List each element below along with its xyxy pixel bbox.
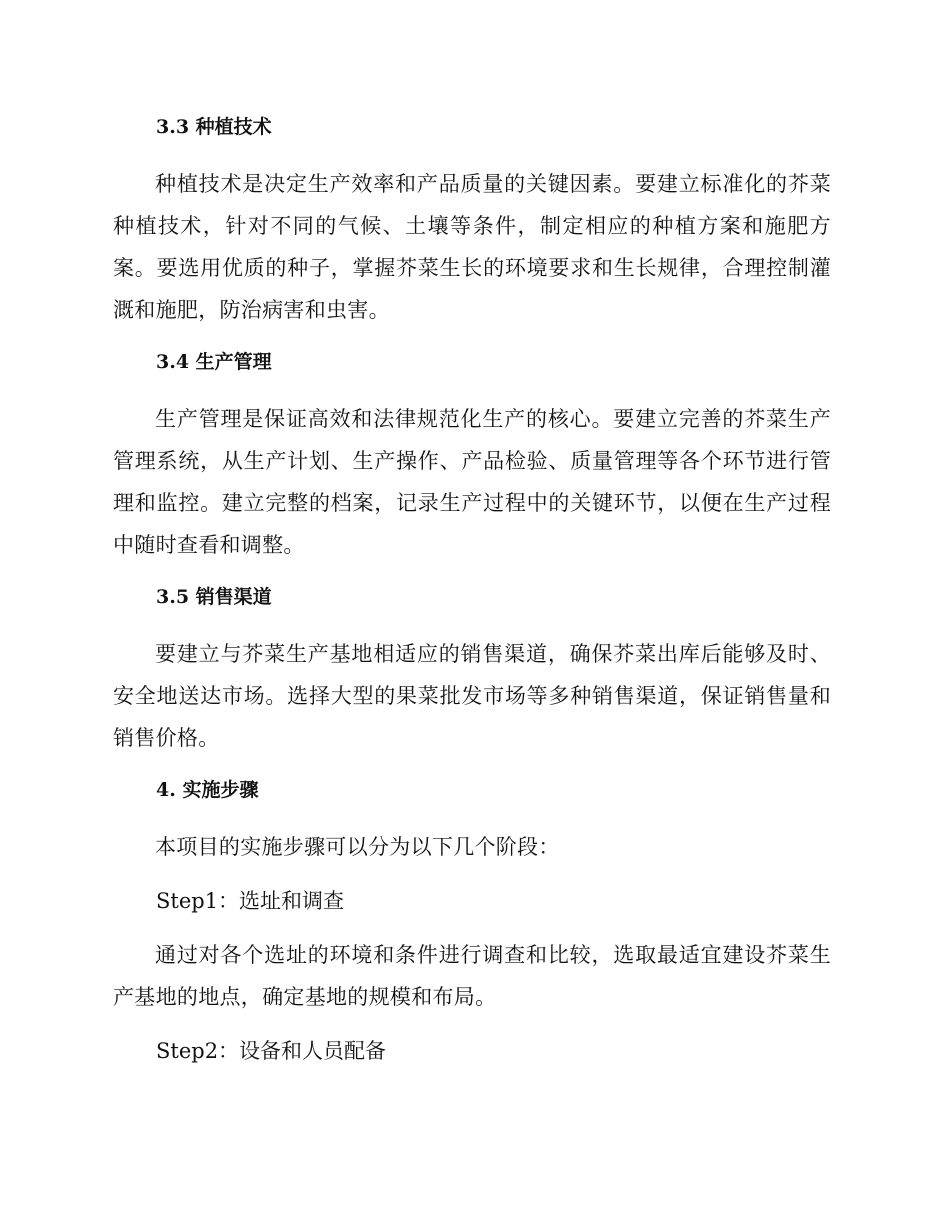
section-paragraph-3-4: 生产管理是保证高效和法律规范化生产的核心。要建立完善的芥菜生产管理系统，从生产计划、生产操作、产品检验、质量管理等各个环节进行管理和监控。建立完整的档案，记录生产过程中的关键环节，以便在生产过程中随时查看和调整。 [113, 407, 831, 557]
step-title-2: Step2：设备和人员配备 [156, 1039, 387, 1063]
step-title-1: Step1：选址和调查 [156, 889, 345, 913]
section-heading-3-4: 3.4 生产管理 [156, 351, 272, 373]
section-paragraph-4: 本项目的实施步骤可以分为以下几个阶段： [155, 835, 560, 859]
section-heading-4: 4. 实施步骤 [156, 779, 259, 801]
section-heading-3-3: 3.3 种植技术 [156, 116, 272, 138]
section-heading-3-5: 3.5 销售渠道 [156, 586, 272, 608]
step-paragraph-1: 通过对各个选址的环境和条件进行调查和比较，选取最适宜建设芥菜生产基地的地点，确定基地的规模和布局。 [113, 943, 831, 1009]
section-paragraph-3-5: 要建立与芥菜生产基地相适应的销售渠道，确保芥菜出库后能够及时、安全地送达市场。选择大型的果菜批发市场等多种销售渠道，保证销售量和销售价格。 [113, 642, 831, 750]
section-paragraph-3-3: 种植技术是决定生产效率和产品质量的关键因素。要建立标准化的芥菜种植技术，针对不同的气候、土壤等条件，制定相应的种植方案和施肥方案。要选用优质的种子，掌握芥菜生长的环境要求和生长规律，合理控制灌溉和施肥，防治病害和虫害。 [113, 172, 831, 322]
document-body [113, 108, 831, 1072]
